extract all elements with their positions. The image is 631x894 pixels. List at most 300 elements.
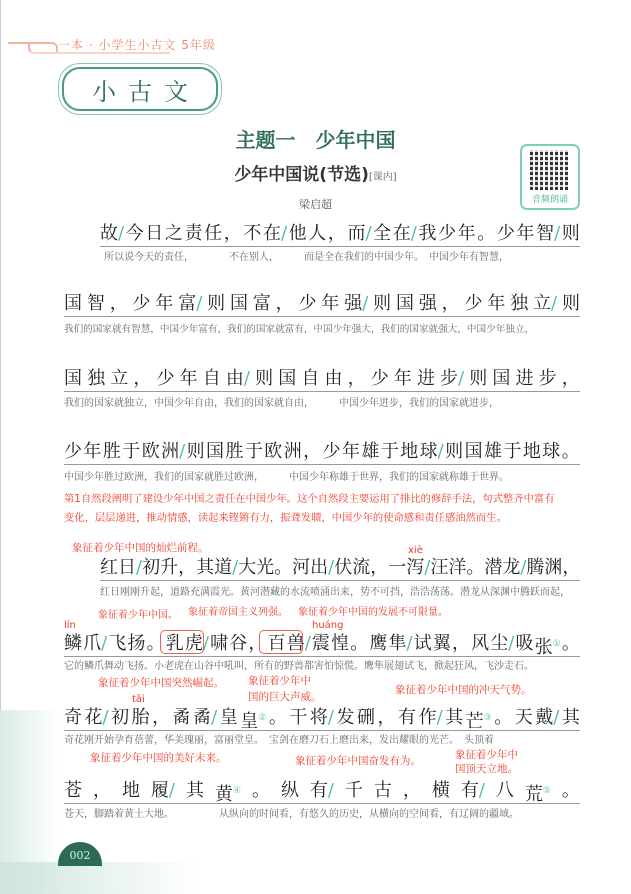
char: ， — [248, 633, 267, 654]
text-line-6 — [64, 632, 580, 657]
glyph — [230, 292, 248, 316]
char: 汪 — [430, 557, 449, 578]
char: 鹰 — [369, 633, 388, 654]
char: 泻 — [406, 557, 425, 578]
char: 国 — [395, 293, 414, 314]
glyph — [187, 440, 205, 464]
glyph — [287, 632, 311, 656]
char: 少 — [464, 293, 483, 314]
glyph — [445, 440, 463, 464]
char: 一 — [388, 557, 407, 578]
char: ， — [562, 557, 581, 578]
glyph — [445, 706, 463, 730]
char: 则 — [373, 293, 392, 314]
glyph — [337, 706, 355, 730]
char: 则 — [445, 441, 464, 462]
char: 胎 — [131, 707, 150, 728]
glyph — [245, 440, 263, 464]
glyph — [369, 632, 387, 656]
char: 年 — [457, 223, 476, 244]
char: 。 — [561, 633, 580, 654]
char: 责 — [184, 223, 203, 244]
glyph — [328, 222, 346, 246]
glyph — [331, 632, 349, 656]
glyph — [240, 706, 266, 730]
text-line-7 — [64, 706, 580, 731]
pinyin-huang: huáng — [312, 620, 344, 631]
footnote-marker: ⑤ — [542, 786, 551, 796]
glyph — [562, 632, 580, 656]
char: 地 — [522, 441, 541, 462]
glyph — [226, 367, 250, 391]
glyph — [471, 632, 489, 656]
char: 年 — [393, 368, 412, 389]
glyph — [497, 222, 515, 246]
char: 少 — [370, 368, 389, 389]
char: 矞 — [193, 707, 212, 728]
glyph — [128, 632, 146, 656]
glyph — [420, 440, 444, 464]
glyph — [490, 632, 514, 656]
glyph — [461, 779, 485, 803]
wave-decoration — [0, 862, 200, 894]
char: 年 — [487, 293, 506, 314]
glyph — [525, 779, 551, 803]
glyph — [487, 292, 505, 316]
char: 张 — [534, 637, 553, 658]
glyph — [278, 367, 296, 391]
glyph — [477, 222, 495, 246]
summary-note-line-2: 变化，层层递进，推动情感，读起来铿锵有力，振聋发聩，中国少年的使命感和责任感油然而生。 — [64, 512, 507, 524]
pause-mark: / — [243, 368, 250, 389]
glyph — [381, 440, 399, 464]
char: 少 — [298, 293, 317, 314]
char: 风 — [471, 633, 490, 654]
char: 雄 — [484, 441, 503, 462]
char: 其 — [185, 780, 204, 801]
glyph — [83, 632, 107, 656]
glyph — [562, 222, 580, 246]
char: 日 — [145, 223, 164, 244]
char: 腾 — [526, 557, 545, 578]
char: 在 — [262, 223, 281, 244]
glyph — [64, 440, 82, 464]
char: 将 — [309, 707, 328, 728]
glyph — [517, 222, 535, 246]
char: 河 — [292, 557, 311, 578]
char: ， — [109, 293, 128, 314]
glyph — [108, 632, 126, 656]
glyph — [503, 440, 521, 464]
char: 初 — [142, 557, 161, 578]
glyph — [229, 632, 247, 656]
char: 年 — [516, 223, 535, 244]
pause-mark: / — [478, 780, 485, 801]
char: 不 — [243, 223, 262, 244]
pause-mark: / — [551, 293, 558, 314]
glyph — [371, 367, 389, 391]
glyph — [466, 706, 492, 730]
translation-line-6: 它的鳞爪舞动飞扬。小老虎在山谷中吼叫，所有的野兽都害怕惊慌。鹰隼展翅试飞，掀起狂风，飞沙走石。 — [64, 661, 534, 672]
char: 年 — [155, 293, 174, 314]
char: 少 — [64, 441, 82, 462]
char: ， — [275, 293, 294, 314]
char: 隼 — [388, 633, 407, 654]
glyph — [299, 292, 317, 316]
glyph — [118, 556, 142, 580]
char: 乳 — [165, 633, 184, 654]
char: 硎 — [357, 707, 376, 728]
char: 横 — [431, 780, 450, 801]
char: 虎 — [184, 633, 203, 654]
char: 独 — [510, 293, 529, 314]
char: 兽 — [286, 633, 305, 654]
char: 少 — [322, 441, 341, 462]
char: 他 — [288, 223, 307, 244]
glyph — [542, 440, 560, 464]
char: 流 — [352, 557, 371, 578]
glyph — [301, 367, 319, 391]
glyph — [292, 556, 310, 580]
glyph — [334, 556, 352, 580]
annotation: 象征着少年中国突然崛起。 — [98, 677, 224, 689]
annotation: 象征着少年中国奋发有为。 — [295, 755, 421, 767]
glyph — [516, 367, 534, 391]
glyph — [539, 367, 557, 391]
glyph — [284, 440, 302, 464]
char: 。 — [466, 557, 485, 578]
char: 吸 — [515, 633, 534, 654]
glyph — [347, 222, 371, 246]
glyph — [133, 292, 151, 316]
glyph — [344, 292, 368, 316]
char: 雄 — [361, 441, 380, 462]
char: 。 — [350, 633, 369, 654]
char: 富 — [178, 293, 197, 314]
glyph — [361, 440, 379, 464]
char: 球 — [419, 441, 438, 462]
char: 国 — [64, 293, 82, 314]
char: 芒 — [465, 711, 484, 732]
char: 则 — [561, 293, 580, 314]
char: 奇 — [64, 707, 82, 728]
pause-mark: / — [410, 223, 417, 244]
char: 年 — [179, 368, 198, 389]
char: 强 — [418, 293, 437, 314]
pause-mark: / — [365, 223, 372, 244]
char: ， — [133, 368, 152, 389]
section-banner: 小古文 — [62, 67, 218, 111]
pause-mark: / — [553, 707, 560, 728]
pause-mark: / — [211, 707, 218, 728]
glyph — [147, 632, 165, 656]
char: 试 — [413, 633, 432, 654]
char: 故 — [100, 223, 118, 244]
glyph — [132, 706, 150, 730]
char: 人 — [308, 223, 327, 244]
char: 则 — [255, 368, 274, 389]
glyph — [87, 367, 105, 391]
char: 国 — [206, 441, 225, 462]
char: 光 — [256, 557, 275, 578]
pause-mark: / — [327, 707, 334, 728]
char: 。 — [561, 780, 580, 801]
glyph — [215, 779, 241, 803]
char: 年 — [321, 293, 340, 314]
char: 球 — [542, 441, 561, 462]
glyph — [303, 440, 321, 464]
glyph — [510, 292, 528, 316]
char: ， — [178, 557, 197, 578]
glyph — [396, 292, 414, 316]
char: ， — [561, 368, 580, 389]
glyph — [166, 632, 184, 656]
pause-mark: / — [406, 633, 413, 654]
char: 鳞 — [64, 633, 82, 654]
author: 梁启超 — [299, 198, 332, 211]
char: 伏 — [334, 557, 353, 578]
glyph — [64, 367, 82, 391]
text-line-8 — [64, 779, 580, 804]
char: ， — [303, 441, 322, 462]
annotation: 象征着帝国主义列强。 — [188, 607, 288, 618]
glyph — [562, 779, 580, 803]
glyph — [562, 292, 580, 316]
char: 进 — [515, 368, 534, 389]
char: 龙 — [502, 557, 521, 578]
glyph — [345, 779, 363, 803]
char: 天 — [514, 707, 533, 728]
glyph — [440, 367, 464, 391]
pause-mark: / — [328, 557, 335, 578]
pause-mark: / — [280, 223, 288, 244]
glyph — [535, 632, 561, 656]
pause-mark: / — [436, 707, 443, 728]
glyph — [220, 706, 238, 730]
theme-title: 主题一 少年中国 — [235, 128, 396, 152]
char: 国 — [464, 441, 483, 462]
char: 地 — [400, 441, 419, 462]
glyph — [352, 556, 370, 580]
char: 富 — [252, 293, 271, 314]
pause-mark: / — [202, 633, 209, 654]
glyph — [281, 779, 299, 803]
char: ， — [152, 707, 171, 728]
glyph — [535, 706, 559, 730]
glyph — [433, 632, 451, 656]
glyph — [430, 556, 448, 580]
annotation: 象征着少年中 — [248, 675, 311, 687]
char: 。 — [494, 707, 513, 728]
glyph — [562, 367, 580, 391]
glyph — [348, 367, 366, 391]
footnote-marker: ① — [552, 639, 561, 649]
char: 少 — [156, 368, 175, 389]
char: 。 — [146, 633, 165, 654]
char: 出 — [310, 557, 329, 578]
glyph — [417, 367, 435, 391]
glyph — [110, 367, 128, 391]
pause-mark: / — [458, 368, 465, 389]
glyph — [207, 292, 225, 316]
glyph — [496, 779, 514, 803]
char: 地 — [121, 780, 140, 801]
char: 于 — [244, 441, 263, 462]
translation-line-5: 红日刚刚升起，道路充满霞光。黄河潜藏的水流喷涌出来，势不可挡，浩浩荡荡。潜龙从深渊中腾跃而起， — [100, 587, 570, 598]
pinyin-xie: xiè — [408, 545, 423, 556]
glyph — [210, 632, 228, 656]
glyph — [533, 292, 557, 316]
lesson-title-text: 少年中国说(节选) — [234, 165, 369, 185]
char: 干 — [289, 707, 308, 728]
glyph — [110, 292, 128, 316]
char: 立 — [533, 293, 552, 314]
char: 洋 — [448, 557, 467, 578]
page-number: 002 — [58, 842, 102, 866]
char: 红 — [100, 557, 118, 578]
char: 年 — [341, 441, 360, 462]
glyph — [324, 367, 342, 391]
glyph — [103, 440, 121, 464]
char: 渊 — [544, 557, 563, 578]
annotation: 象征着少年中国的发展不可限量。 — [298, 607, 448, 618]
glyph — [418, 222, 436, 246]
glyph — [393, 222, 417, 246]
char: 国 — [229, 293, 248, 314]
glyph — [289, 706, 307, 730]
pause-mark: / — [232, 557, 239, 578]
char: 戴 — [535, 707, 554, 728]
translation-line-1: 所以说今天的责任， 不在别人， 而是全在我们的中国少年。 中国少年有智慧， — [104, 252, 509, 263]
char: ， — [223, 223, 242, 244]
glyph — [151, 779, 175, 803]
char: 独 — [87, 368, 106, 389]
glyph — [274, 556, 292, 580]
glyph — [248, 632, 266, 656]
glyph — [122, 440, 140, 464]
char: 。 — [561, 441, 580, 462]
char: 进 — [416, 368, 435, 389]
char: 自 — [202, 368, 221, 389]
char: 初 — [111, 707, 130, 728]
pause-mark: / — [136, 557, 143, 578]
char: 谷 — [229, 633, 248, 654]
char: 于 — [503, 441, 522, 462]
audio-qr-code[interactable] — [520, 144, 580, 210]
char: 潜 — [484, 557, 503, 578]
glyph — [465, 440, 483, 464]
glyph — [133, 367, 151, 391]
char: 其 — [561, 707, 580, 728]
glyph — [64, 706, 82, 730]
glyph — [526, 556, 544, 580]
char: 欧 — [141, 441, 160, 462]
char: ， — [370, 557, 389, 578]
char: 由 — [324, 368, 343, 389]
char: 则 — [186, 441, 205, 462]
glyph — [185, 222, 203, 246]
char: 步 — [440, 368, 459, 389]
glyph — [142, 556, 160, 580]
glyph — [432, 779, 450, 803]
glyph — [186, 779, 204, 803]
char: 道 — [214, 557, 233, 578]
pause-mark: / — [424, 557, 431, 578]
pause-mark: / — [520, 557, 527, 578]
char: 发 — [336, 707, 355, 728]
char: 由 — [225, 368, 244, 389]
char: 强 — [344, 293, 363, 314]
translation-line-2: 我们的国家就有智慧，中国少年富有，我们的国家就富有，中国少年强大，我们的国家就强大，中国少年独立， — [64, 324, 535, 335]
glyph — [256, 556, 274, 580]
glyph — [494, 706, 512, 730]
glyph — [238, 556, 256, 580]
char: 胜 — [225, 441, 244, 462]
char: 履 — [150, 780, 169, 801]
char: 国 — [64, 368, 82, 389]
footnote-marker: ④ — [232, 786, 241, 796]
glyph — [373, 222, 391, 246]
glyph — [203, 367, 221, 391]
char: 步 — [538, 368, 557, 389]
glyph — [448, 556, 466, 580]
glyph — [562, 706, 580, 730]
pause-mark: / — [102, 707, 109, 728]
translation-line-3: 我们的国家就独立，中国少年自由，我们的国家就自由， 中国少年进步，我们的国家就进步， — [64, 398, 499, 409]
glyph — [64, 292, 82, 316]
glyph — [255, 367, 273, 391]
glyph — [185, 632, 209, 656]
glyph — [523, 440, 541, 464]
char: 大 — [238, 557, 257, 578]
glyph — [269, 706, 287, 730]
char: 我 — [418, 223, 437, 244]
glyph — [126, 222, 144, 246]
summary-note-line-1: 第1自然段阐明了建设少年中国之责任在中国少年。这个自然段主要运用了排比的修辞手法，句式整齐中富有 — [64, 493, 555, 505]
glyph — [165, 222, 183, 246]
pause-mark: / — [118, 223, 125, 244]
glyph — [142, 440, 160, 464]
pinyin-tai: tāi — [132, 694, 145, 705]
pinyin-lin: lín — [64, 620, 76, 631]
char: ， — [451, 633, 470, 654]
glyph — [515, 706, 533, 730]
char: 啸 — [210, 633, 229, 654]
text-line-3 — [64, 367, 580, 392]
char: ， — [377, 707, 396, 728]
glyph — [252, 779, 270, 803]
pause-mark: / — [554, 223, 561, 244]
char: 则 — [561, 223, 580, 244]
char: 皇 — [219, 707, 238, 728]
glyph — [388, 556, 406, 580]
text-line-4 — [64, 440, 580, 465]
char: 爪 — [83, 633, 102, 654]
glyph — [536, 222, 560, 246]
char: 欧 — [264, 441, 283, 462]
glyph — [206, 440, 224, 464]
char: 有 — [460, 780, 479, 801]
glyph — [93, 779, 111, 803]
char: 之 — [164, 223, 183, 244]
glyph — [469, 367, 487, 391]
glyph — [85, 706, 109, 730]
char: 立 — [110, 368, 129, 389]
char: 智 — [536, 223, 555, 244]
char: 少 — [132, 293, 151, 314]
char: 则 — [469, 368, 488, 389]
glyph — [310, 779, 334, 803]
